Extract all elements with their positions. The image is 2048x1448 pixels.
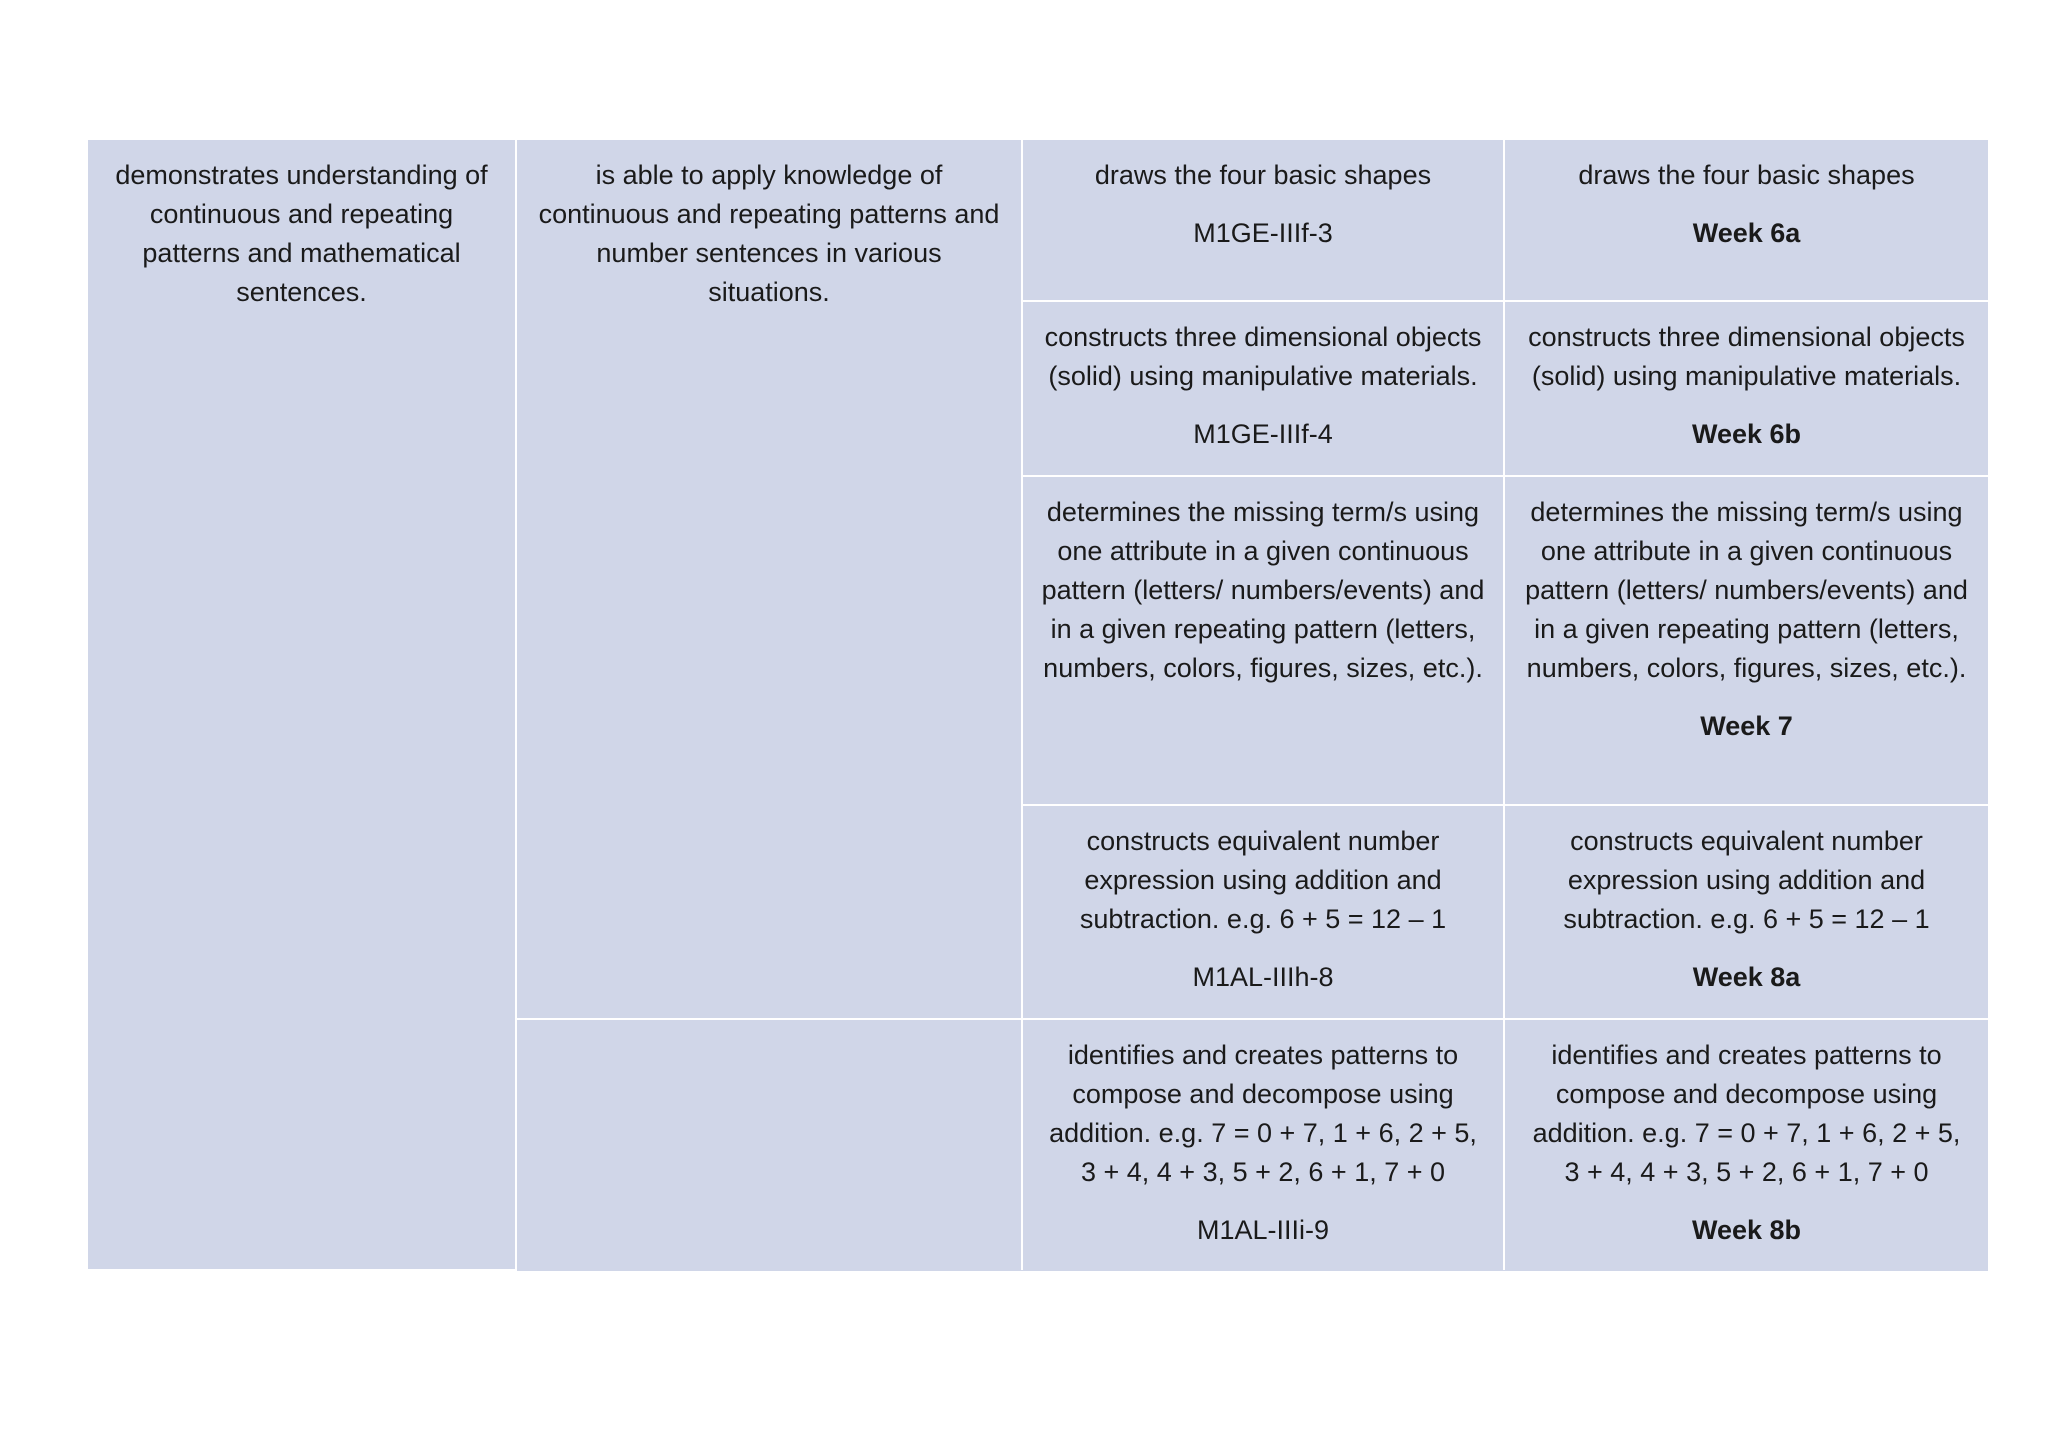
week-cell — [1504, 140, 1988, 301]
competency-description: draws the four basic shapes — [1094, 160, 1432, 190]
week-label: Week 6b — [1691, 419, 1802, 449]
performance-standard-text: is able to apply knowledge of continuous and repeating patterns and number sentences in various situations. — [538, 160, 1000, 307]
competency-description: identifies and creates patterns to compose and decompose using addition. e.g. 7 = 0 + 7, 1 + 6, 2 + 5, 3 + 4, 4 + 3, 5 + 2, 6 + 1, 7 + 0 — [1049, 1040, 1477, 1187]
competency-description: constructs three dimensional objects (solid) using manipulative materials. — [1044, 322, 1482, 391]
week-description: identifies and creates patterns to compose and decompose using addition. e.g. 7 = 0 + 7, 1 + 6, 2 + 5, 3 + 4, 4 + 3, 5 + 2, 6 + 1, 7 + 0 — [1532, 1040, 1961, 1187]
week-label: Week 7 — [1700, 711, 1793, 741]
week-cell — [1504, 476, 1988, 805]
table-row — [88, 140, 1988, 301]
week-description: constructs equivalent number expression using addition and subtraction. e.g. 6 + 5 = 12 – 1 — [1563, 826, 1930, 934]
competency-code: M1AL-IIIi-9 — [1196, 1215, 1330, 1245]
week-label: Week 8a — [1692, 962, 1801, 992]
competency-cell — [1022, 301, 1504, 476]
competency-cell — [1022, 140, 1504, 301]
competency-code: M1AL-IIIh-8 — [1192, 962, 1334, 992]
performance-standard-empty-cell — [516, 1019, 1022, 1270]
content-standard-cell — [88, 140, 516, 1270]
competency-description: constructs equivalent number expression using addition and subtraction. e.g. 6 + 5 = 12 – 1 — [1079, 826, 1447, 934]
performance-standard-cell — [516, 140, 1022, 1019]
week-cell — [1504, 1019, 1988, 1270]
competency-cell — [1022, 1019, 1504, 1270]
week-label: Week 6a — [1692, 218, 1801, 248]
competency-cell — [1022, 476, 1504, 805]
competency-description: determines the missing term/s using one attribute in a given continuous pattern (letters/ numbers/events) and in a given repeating pattern (letters, numbers, colors, figures, sizes, etc.). — [1041, 497, 1485, 683]
content-standard-text: demonstrates understanding of continuous and repeating patterns and mathematical sentences. — [115, 160, 488, 307]
week-description: determines the missing term/s using one attribute in a given continuous pattern (letters/ numbers/events) and in a given repeating pattern (letters, numbers, colors, figures, sizes, etc.). — [1525, 497, 1968, 683]
week-label: Week 8b — [1691, 1215, 1802, 1245]
week-description: draws the four basic shapes — [1578, 160, 1915, 190]
week-description: constructs three dimensional objects (solid) using manipulative materials. — [1528, 322, 1965, 391]
competency-cell — [1022, 805, 1504, 1019]
week-cell — [1504, 805, 1988, 1019]
competency-code: M1GE-IIIf-4 — [1193, 419, 1333, 449]
week-cell — [1504, 301, 1988, 476]
curriculum-table — [88, 140, 1988, 1271]
competency-code: M1GE-IIIf-3 — [1193, 218, 1333, 248]
